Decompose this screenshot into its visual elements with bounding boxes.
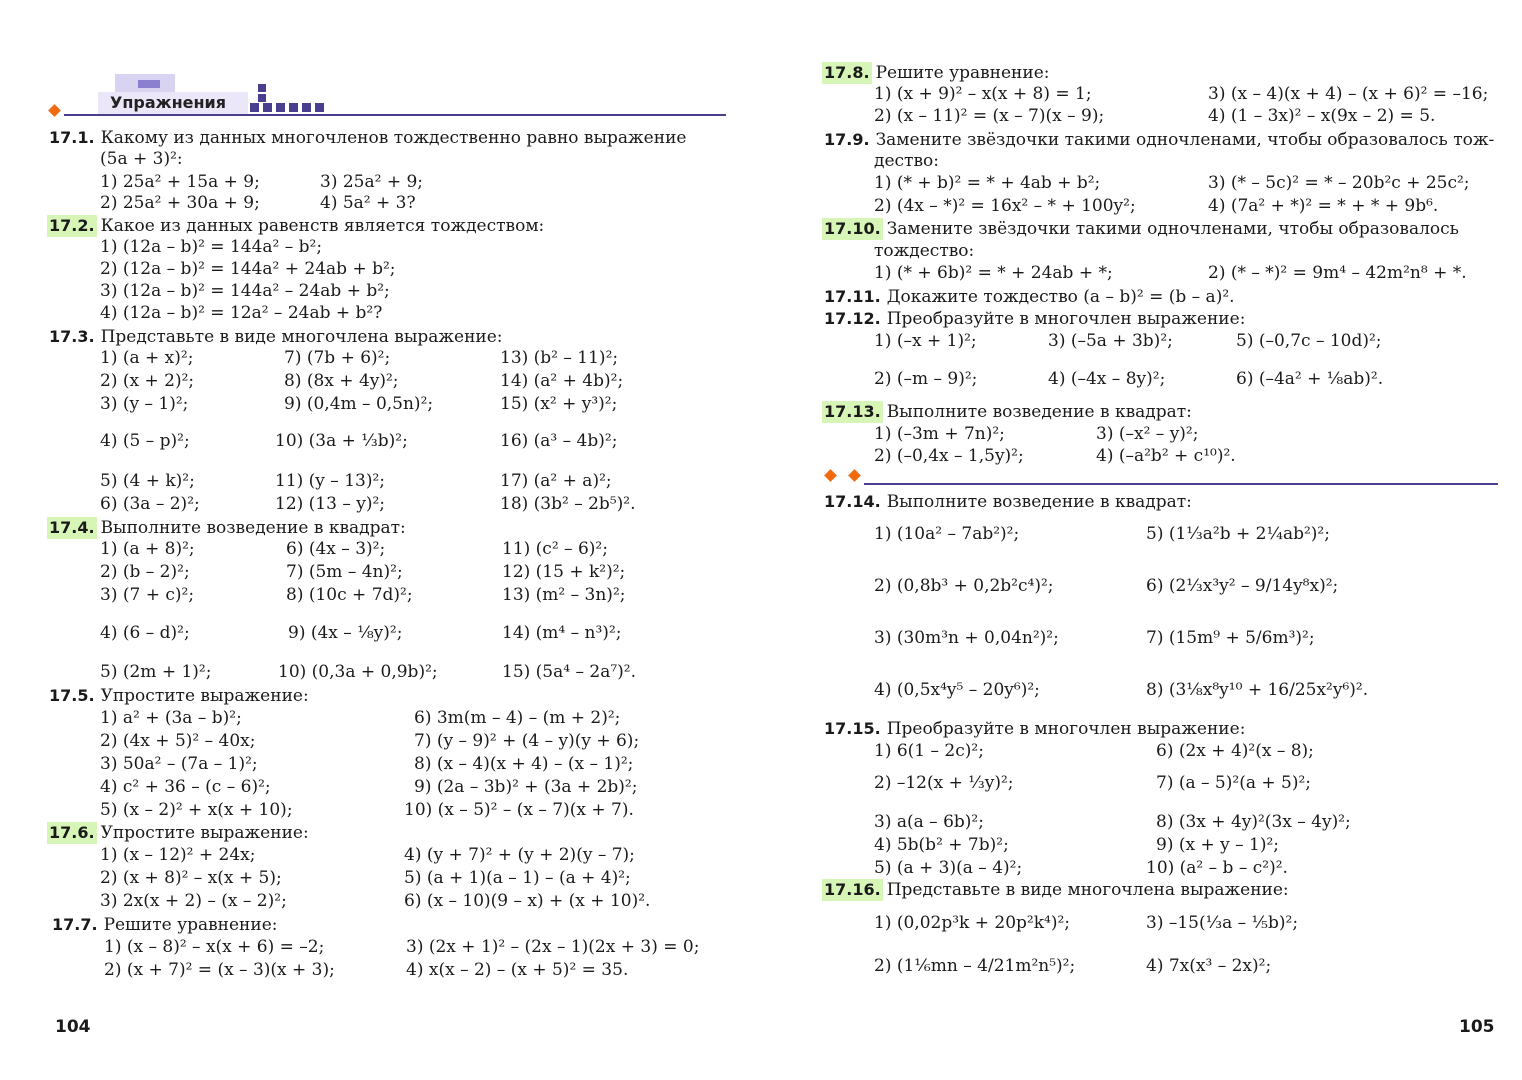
item: 8) (3x + 4y)²(3x – 4y)²;	[1156, 812, 1351, 832]
item: 2) (4x – *)² = 16x² – * + 100y²;	[874, 196, 1136, 216]
exercise-number: 17.9.	[824, 130, 870, 149]
item: 6) (x – 10)(9 – x) + (x + 10)².	[404, 891, 651, 911]
exercise-number: 17.3.	[49, 327, 95, 346]
item: 15) (5a⁴ – 2a⁷)².	[502, 662, 636, 682]
item: 2) (0,8b³ + 0,2b²c⁴)²;	[874, 576, 1054, 596]
item: 1) (x – 8)² – x(x + 6) = –2;	[104, 937, 325, 957]
item: 8) (3⅛x⁸y¹⁰ + 16/25x²y⁶)².	[1146, 680, 1369, 700]
item: 18) (3b² – 2b⁵)².	[500, 494, 636, 514]
exercise-17-5	[47, 685, 309, 707]
item: 2) (b – 2)²;	[100, 562, 190, 582]
exercise-17-16	[822, 879, 1289, 901]
item: 4) (6 – d)²;	[100, 623, 190, 643]
item: 10) (0,3a + 0,9b)²;	[278, 662, 438, 682]
item: 14) (a² + 4b)²;	[500, 371, 624, 391]
item: 2) (1⅙mn – 4/21m²n⁵)²;	[874, 956, 1076, 976]
item: 4) (y + 7)² + (y + 2)(y – 7);	[404, 845, 635, 865]
item: 15) (x² + y³)²;	[500, 394, 618, 414]
exercise-title: Решите уравнение:	[875, 63, 1050, 83]
exercise-title: Докажите тождество (a – b)² = (b – a)².	[886, 287, 1235, 307]
item: 1) (12a – b)² = 144a² – b²;	[100, 237, 323, 257]
item: 5) (2m + 1)²;	[100, 662, 212, 682]
item: 2) –12(x + ⅓y)²;	[874, 773, 1014, 793]
item: 6) (2x + 4)²(x – 8);	[1156, 741, 1314, 761]
exercise-number: 17.7.	[52, 915, 98, 934]
item: 9) (0,4m – 0,5n)²;	[284, 394, 434, 414]
exercise-number: 17.13.	[824, 402, 881, 421]
item: (5a + 3)²:	[100, 149, 183, 169]
exercise-title: Упростите выражение:	[100, 823, 309, 843]
item: дество:	[874, 151, 939, 171]
exercise-17-3	[47, 326, 503, 348]
item: 3) (–x² – y)²;	[1096, 424, 1199, 444]
exercise-number: 17.2.	[49, 216, 95, 235]
exercise-title: Представьте в виде многочлена выражение:	[100, 327, 503, 347]
item: 7) (y – 9)² + (4 – y)(y + 6);	[414, 731, 640, 751]
item: 3) (–5a + 3b)²;	[1048, 331, 1173, 351]
item: 4) (7a² + *)² = * + * + 9b⁶.	[1208, 196, 1439, 216]
exercise-17-15	[822, 718, 1245, 740]
item: 7) (a – 5)²(a + 5)²;	[1156, 773, 1312, 793]
exercise-number: 17.14.	[824, 492, 881, 511]
item: 3) 50a² – (7a – 1)²;	[100, 754, 258, 774]
item: 5) (4 + k)²;	[100, 471, 195, 491]
diamond-icon	[824, 469, 837, 482]
exercise-title: Преобразуйте в многочлен выражение:	[886, 309, 1246, 329]
exercise-17-14	[822, 491, 1192, 513]
item: 3) (2x + 1)² – (2x – 1)(2x + 3) = 0;	[406, 937, 700, 957]
diamond-icon	[848, 469, 861, 482]
item: 9) (4x – ⅛y)²;	[288, 623, 403, 643]
item: 2) (12a – b)² = 144a² + 24ab + b²;	[100, 259, 396, 279]
item: 16) (a³ – 4b)²;	[500, 431, 618, 451]
item: 4) (0,5x⁴y⁵ – 20y⁶)²;	[874, 680, 1040, 700]
item: 2) (–0,4x – 1,5y)²;	[874, 446, 1024, 466]
item: 6) (4x – 3)²;	[286, 539, 386, 559]
exercise-title: Упростите выражение:	[100, 686, 309, 706]
exercise-number: 17.12.	[824, 309, 881, 328]
item: 3) (7 + c)²;	[100, 585, 195, 605]
item: 1) (x + 9)² – x(x + 8) = 1;	[874, 84, 1092, 104]
exercise-title: Замените звёздочки такими одночленами, чтобы образовалось	[886, 219, 1459, 239]
item: 10) (3a + ⅓b)²;	[275, 431, 408, 451]
exercise-17-7	[50, 914, 278, 936]
item: 5) (–0,7c – 10d)²;	[1236, 331, 1382, 351]
item: 14) (m⁴ – n³)²;	[502, 623, 622, 643]
item: 4) 5a² + 3?	[320, 193, 416, 213]
exercise-17-2	[47, 215, 544, 237]
exercise-17-13	[822, 401, 1192, 423]
exercise-17-4	[47, 517, 406, 539]
diamond-icon	[48, 104, 61, 117]
item: 5) (a + 3)(a – 4)²;	[874, 858, 1023, 878]
item: 1) 6(1 – 2c)²;	[874, 741, 984, 761]
exercise-number: 17.4.	[49, 518, 95, 537]
exercise-17-11	[822, 286, 1235, 308]
item: 3) (12a – b)² = 144a² – 24ab + b²;	[100, 281, 390, 301]
item: 1) (–x + 1)²;	[874, 331, 977, 351]
item: 4) 7x(x³ – 2x)²;	[1146, 956, 1272, 976]
item: 5) (x – 2)² + x(x + 10);	[100, 800, 293, 820]
item: 3) (30m³n + 0,04n²)²;	[874, 628, 1059, 648]
page-number-left: 104	[55, 1017, 91, 1037]
item: 7) (7b + 6)²;	[284, 348, 391, 368]
item: 13) (b² – 11)²;	[500, 348, 619, 368]
item: 9) (x + y – 1)²;	[1156, 835, 1280, 855]
item: 7) (5m – 4n)²;	[286, 562, 403, 582]
exercise-17-12	[822, 308, 1245, 330]
item: 6) 3m(m – 4) – (m + 2)²;	[414, 708, 621, 728]
section-rule	[864, 483, 1498, 485]
exercise-number: 17.11.	[824, 287, 881, 306]
item: 17) (a² + a)²;	[500, 471, 612, 491]
item: 4) (12a – b)² = 12a² – 24ab + b²?	[100, 303, 383, 323]
exercise-17-8	[822, 62, 1050, 84]
exercise-title: Замените звёздочки такими одночленами, чтобы образовалось тож-	[875, 130, 1495, 150]
item: 1) a² + (3a – b)²;	[100, 708, 242, 728]
item: 6) (2⅓x³y² – 9/14y⁸x)²;	[1146, 576, 1339, 596]
item: 4) c² + 36 – (c – 6)²;	[100, 777, 271, 797]
item: 1) (a + x)²;	[100, 348, 194, 368]
item: 2) (4x + 5)² – 40x;	[100, 731, 256, 751]
banner-pixel	[258, 94, 266, 102]
item: 8) (8x + 4y)²;	[284, 371, 399, 391]
item: 12) (13 – y)²;	[275, 494, 386, 514]
item: 4) 5b(b² + 7b)²;	[874, 835, 1009, 855]
item: 11) (y – 13)²;	[275, 471, 386, 491]
item: 8) (10c + 7d)²;	[286, 585, 413, 605]
exercise-number: 17.10.	[824, 219, 881, 238]
exercise-17-1	[47, 127, 686, 149]
item: 6) (3a – 2)²;	[100, 494, 200, 514]
item: 4) x(x – 2) – (x + 5)² = 35.	[406, 960, 629, 980]
banner-decoration	[138, 80, 160, 88]
item: 4) (1 – 3x)² – x(9x – 2) = 5.	[1208, 106, 1436, 126]
item: 3) 2x(x + 2) – (x – 2)²;	[100, 891, 287, 911]
exercise-title: Решите уравнение:	[103, 915, 278, 935]
item: 9) (2a – 3b)² + (3a + 2b)²;	[414, 777, 638, 797]
item: 3) 25a² + 9;	[320, 172, 424, 192]
section-title: Упражнения	[110, 93, 227, 112]
exercise-title: Выполните возведение в квадрат:	[100, 518, 406, 538]
item: 3) (y – 1)²;	[100, 394, 189, 414]
exercise-number: 17.1.	[49, 128, 95, 147]
item: 6) (–4a² + ⅛ab)².	[1236, 369, 1384, 389]
exercise-title: Какое из данных равенств является тождеством:	[100, 216, 545, 236]
item: 2) (x + 8)² – x(x + 5);	[100, 868, 282, 888]
exercise-title: Выполните возведение в квадрат:	[886, 402, 1192, 422]
item: 10) (a² – b – c²)².	[1146, 858, 1288, 878]
item: 3) a(a – 6b)²;	[874, 812, 984, 832]
item: 5) (a + 1)(a – 1) – (a + 4)²;	[404, 868, 631, 888]
item: 8) (x – 4)(x + 4) – (x – 1)²;	[414, 754, 634, 774]
item: 1) (x – 12)² + 24x;	[100, 845, 256, 865]
item: 1) (* + 6b)² = * + 24ab + *;	[874, 263, 1113, 283]
item: 1) (a + 8)²;	[100, 539, 195, 559]
item: 3) (* – 5c)² = * – 20b²c + 25c²;	[1208, 173, 1470, 193]
exercise-title: Преобразуйте в многочлен выражение:	[886, 719, 1246, 739]
item: 4) (–a²b² + c¹⁰)².	[1096, 446, 1236, 466]
item: 4) (–4x – 8y)²;	[1048, 369, 1166, 389]
banner-pixel	[258, 84, 266, 92]
page-number-right: 105	[1459, 1017, 1495, 1037]
item: 2) 25a² + 30a + 9;	[100, 193, 260, 213]
item: 3) –15(⅓a – ⅕b)²;	[1146, 913, 1299, 933]
item: 1) 25a² + 15a + 9;	[100, 172, 260, 192]
exercise-number: 17.5.	[49, 686, 95, 705]
exercise-number: 17.6.	[49, 823, 95, 842]
item: 2) (x – 11)² = (x – 7)(x – 9);	[874, 106, 1105, 126]
exercise-number: 17.16.	[824, 880, 881, 899]
item: 7) (15m⁹ + 5/6m³)²;	[1146, 628, 1315, 648]
item: 2) (x + 2)²;	[100, 371, 195, 391]
item: 2) (x + 7)² = (x – 3)(x + 3);	[104, 960, 335, 980]
exercise-number: 17.15.	[824, 719, 881, 738]
left-page	[0, 0, 760, 1080]
item: 1) (0,02p³k + 20p²k⁴)²;	[874, 913, 1071, 933]
item: 1) (* + b)² = * + 4ab + b²;	[874, 173, 1101, 193]
exercise-title: Представьте в виде многочлена выражение:	[886, 880, 1289, 900]
exercise-title: Какому из данных многочленов тождественно равно выражение	[100, 128, 687, 148]
exercise-number: 17.8.	[824, 63, 870, 82]
item: тождество:	[874, 241, 975, 261]
exercise-17-6	[47, 822, 309, 844]
item: 3) (x – 4)(x + 4) – (x + 6)² = –16;	[1208, 84, 1489, 104]
right-page	[762, 0, 1522, 1080]
item: 2) (* – *)² = 9m⁴ – 42m²n⁸ + *.	[1208, 263, 1467, 283]
item: 13) (m² – 3n)²;	[502, 585, 626, 605]
exercise-title: Выполните возведение в квадрат:	[886, 492, 1192, 512]
item: 1) (–3m + 7n)²;	[874, 424, 1005, 444]
item: 4) (5 – p)²;	[100, 431, 190, 451]
section-rule	[64, 114, 726, 116]
item: 2) (–m – 9)²;	[874, 369, 978, 389]
item: 12) (15 + k²)²;	[502, 562, 626, 582]
banner-pixels	[250, 103, 326, 112]
exercise-17-9	[822, 129, 1494, 151]
exercise-17-10	[822, 218, 1459, 240]
item: 1) (10a² – 7ab²)²;	[874, 524, 1020, 544]
item: 5) (1⅓a²b + 2¼ab²)²;	[1146, 524, 1330, 544]
item: 11) (c² – 6)²;	[502, 539, 608, 559]
item: 10) (x – 5)² – (x – 7)(x + 7).	[404, 800, 634, 820]
